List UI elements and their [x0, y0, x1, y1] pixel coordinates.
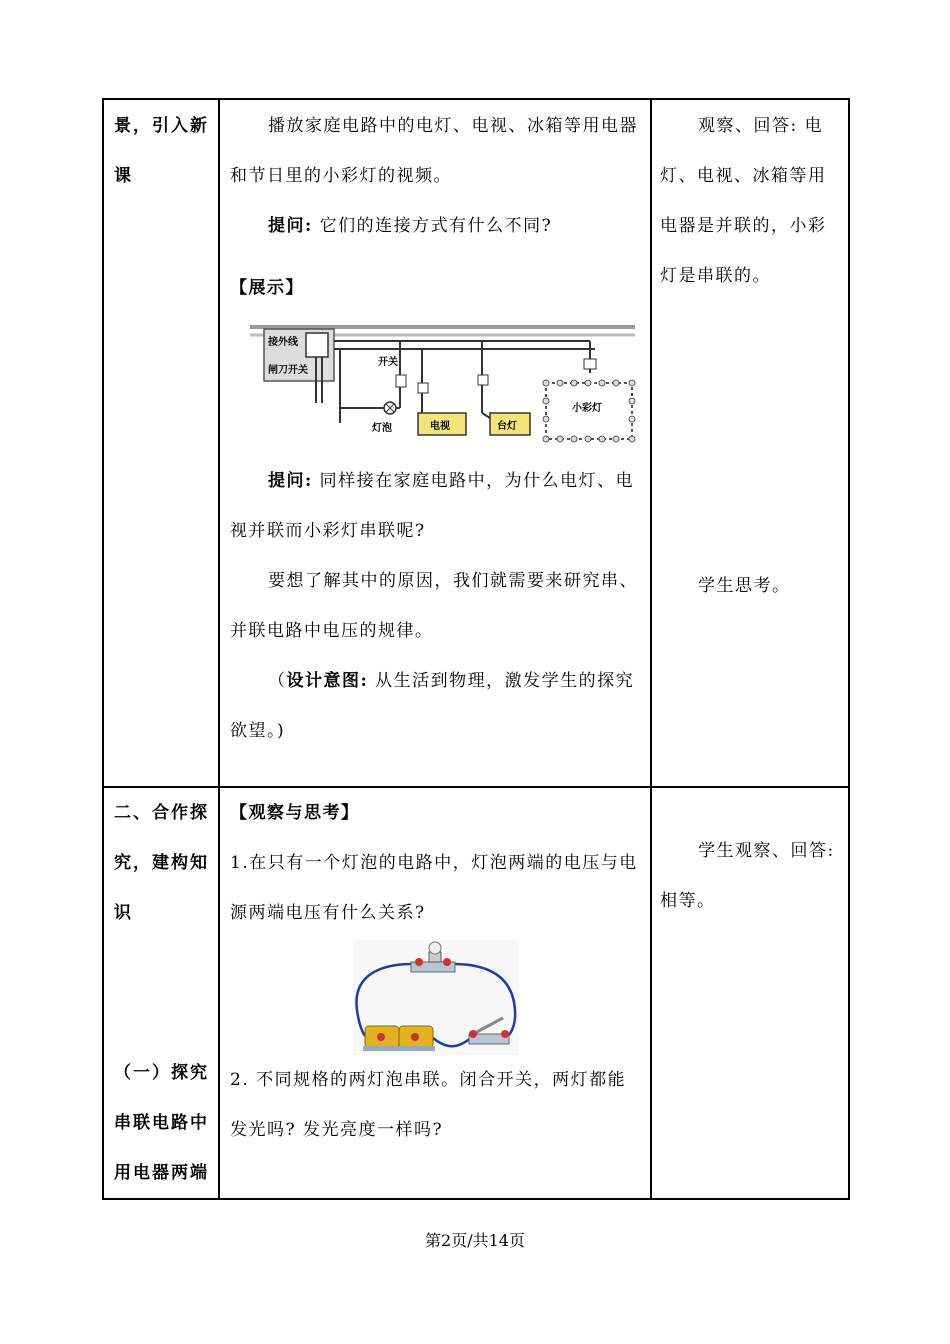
video-intro-line: 播放家庭电路中的电灯、电视、冰箱等用电器 [268, 116, 638, 136]
student-answer-line: 电器是并联的，小彩 [660, 216, 827, 236]
stage-line: 课 [114, 166, 133, 186]
student-answer-line: 灯是串联的。 [660, 266, 771, 286]
intent-text: 从生活到物理，激发学生的探究 [368, 671, 635, 691]
question-label: 提问: [268, 471, 313, 491]
page-footer: 第2页/共14页 [425, 1231, 525, 1250]
student-activity-cell [651, 787, 849, 1199]
subsection-line: （一）探究 [114, 1063, 209, 1083]
stage-line: 究，建构知 [114, 853, 209, 873]
single-bulb-circuit-diagram [353, 940, 519, 1055]
question-1 [230, 201, 642, 251]
question-line: 发光吗? 发光亮度一样吗? [230, 1120, 444, 1140]
paren-open: （ [268, 671, 287, 691]
student-answer-line: 灯、电视、冰箱等用 [660, 166, 827, 186]
label-switch: 开关 [378, 357, 398, 368]
stage-line: 二、合作探 [114, 803, 209, 823]
label-desk-lamp: 台灯 [497, 421, 517, 432]
label-bulb: 灯泡 [372, 423, 392, 434]
design-intent [230, 656, 642, 706]
design-intent-line: 欲望。) [230, 721, 286, 741]
student-answer-line: 相等。 [660, 891, 716, 911]
student-activity-cell [651, 99, 849, 787]
teacher-activity-cell [219, 99, 651, 787]
question-line: 1.在只有一个灯泡的电路中，灯泡两端的电压与电 [230, 853, 638, 873]
observe-heading: 【观察与思考】 [230, 803, 360, 823]
label-knife-switch: 闸刀开关 [268, 365, 308, 376]
label-tv: 电视 [430, 421, 450, 432]
label-string-lights: 小彩灯 [572, 403, 602, 414]
research-line: 要想了解其中的原因，我们就需要来研究串、 [268, 571, 638, 591]
show-heading: 【展示】 [230, 278, 304, 298]
subsection-line: 串联电路中 [114, 1113, 209, 1133]
lesson-plan-table [102, 98, 850, 1200]
household-circuit-diagram [250, 313, 640, 448]
stage-cell [103, 787, 219, 1199]
question-2-line: 视并联而小彩灯串联呢? [230, 521, 426, 541]
subsection-line: 用电器两端 [114, 1163, 209, 1183]
research-line: 并联电路中电压的规律。 [230, 621, 434, 641]
intent-label: 设计意图: [286, 671, 369, 691]
question-label: 提问: [268, 216, 313, 236]
question-line: 2. 不同规格的两灯泡串联。闭合开关，两灯都能 [230, 1070, 627, 1090]
video-intro-line: 和节日里的小彩灯的视频。 [230, 166, 452, 186]
question-line: 源两端电压有什么关系? [230, 903, 426, 923]
label-wire-in: 接外线 [268, 337, 298, 348]
table-row [103, 787, 849, 1199]
question-text: 它们的连接方式有什么不同? [312, 216, 553, 236]
student-answer-line: 学生观察、回答: [698, 841, 835, 861]
teacher-activity-cell [219, 787, 651, 1199]
stage-line: 识 [114, 903, 133, 923]
table-row [103, 99, 849, 787]
question-text: 同样接在家庭电路中，为什么电灯、电 [312, 471, 635, 491]
student-answer-line: 观察、回答: 电 [698, 116, 824, 136]
stage-cell [103, 99, 219, 787]
question-2 [230, 456, 642, 506]
stage-line: 景，引入新 [114, 116, 209, 136]
student-think: 学生思考。 [698, 576, 791, 596]
